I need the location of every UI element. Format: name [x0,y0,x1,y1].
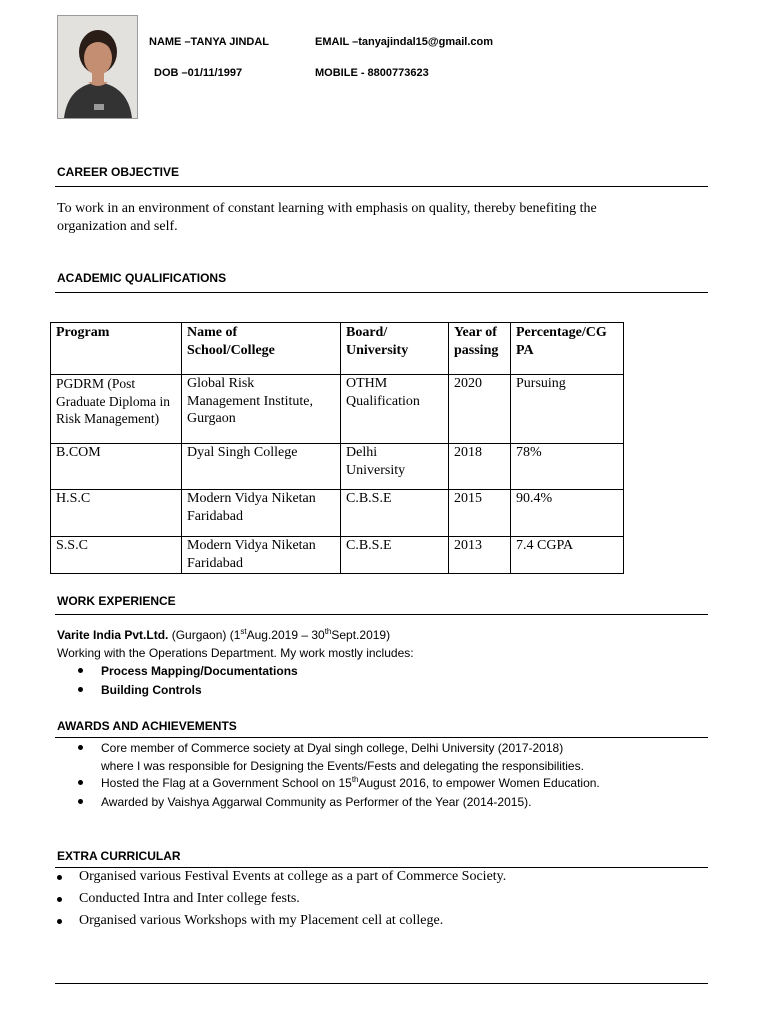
cell-percentage: 7.4 CGPA [511,537,624,574]
award-line: where I was responsible for Designing the Events/Fests and delegating the responsibilities. [101,759,584,773]
name-text: NAME –TANYA JINDAL [149,36,269,48]
award-text: Hosted the Flag at a Government School on 15 [101,776,352,790]
cell-school: Global Risk Management Institute, Gurgaon [182,375,341,444]
work-company-line [57,626,390,644]
career-objective-title: CAREER OBJECTIVE [57,165,180,179]
ordinal-suffix: th [324,627,332,636]
bullet-icon [78,687,83,692]
table-header-row [51,323,624,375]
bullet-icon [57,919,62,924]
cell-year: 2015 [449,490,511,537]
cell-program: PGDRM (Post Graduate Diploma in Risk Management) [51,375,182,444]
section-divider [55,737,708,738]
cell-percentage: 78% [511,444,624,490]
profile-photo [57,15,138,119]
work-item: Building Controls [101,683,202,697]
extra-item-text: Organised various Workshops with my Placement cell at college. [79,913,444,928]
cell-year: 2013 [449,537,511,574]
career-objective-line: organization and self. [57,219,178,234]
bullet-icon [78,745,83,750]
work-date-text: Sept.2019) [331,628,391,642]
work-location-text: (Gurgaon) (1 [168,628,241,642]
cell-board: C.B.S.E [341,537,449,574]
academic-title: ACADEMIC QUALIFICATIONS [57,271,227,285]
header-board: Board/ University [341,323,449,375]
extra-item-text: Conducted Intra and Inter college fests. [79,891,300,906]
cell-program: H.S.C [51,490,182,537]
award-text: August 2016, to empower Women Education. [358,776,600,790]
cell-percentage: Pursuing [511,375,624,444]
table-row [51,375,624,444]
cell-year: 2020 [449,375,511,444]
cell-program: S.S.C [51,537,182,574]
header-percentage: Percentage/CG PA [511,323,624,375]
award-item [101,774,600,792]
cell-school: Modern Vidya Niketan Faridabad [182,490,341,537]
cell-board: OTHM Qualification [341,375,449,444]
cell-school: Dyal Singh College [182,444,341,490]
header-year: Year of passing [449,323,511,375]
cell-board: Delhi University [341,444,449,490]
awards-title: AWARDS AND ACHIEVEMENTS [57,719,237,733]
bullet-icon [78,668,83,673]
extra-curricular-title: EXTRA CURRICULAR [57,849,181,863]
table-row [51,537,624,574]
cell-year: 2018 [449,444,511,490]
ordinal-suffix: st [240,627,247,636]
bullet-icon [57,897,62,902]
dob-text: DOB –01/11/1997 [154,67,243,79]
work-description: Working with the Operations Department. My work mostly includes: [57,646,414,660]
extra-item-text: Organised various Festival Events at college as a part of Commerce Society. [79,869,507,884]
cell-school: Modern Vidya Niketan Faridabad [182,537,341,574]
company-name: Varite India Pvt.Ltd. [57,628,169,642]
award-item: Awarded by Vaishya Aggarwal Community as Performer of the Year (2014-2015). [101,795,532,809]
award-item [101,739,584,775]
section-divider [55,614,708,615]
work-item: Process Mapping/Documentations [101,664,298,678]
email-text: EMAIL –tanyajindal15@gmail.com [315,36,494,48]
cell-program: B.COM [51,444,182,490]
footer-divider [55,983,708,984]
award-line: Core member of Commerce society at Dyal singh college, Delhi University (2017-2018) [101,741,564,755]
work-experience-title: WORK EXPERIENCE [57,594,176,608]
table-row [51,490,624,537]
bullet-icon [78,799,83,804]
cell-percentage: 90.4% [511,490,624,537]
header-program: Program [51,323,182,375]
work-date-text: Aug.2019 – 30 [246,628,325,642]
career-objective-line: To work in an environment of constant learning with emphasis on quality, thereby benefiting the [57,201,597,216]
bullet-icon [78,780,83,785]
section-divider [55,292,708,293]
career-objective-text [57,200,697,236]
ordinal-suffix: th [351,775,359,784]
table-row [51,444,624,490]
section-divider [55,186,708,187]
cell-board: C.B.S.E [341,490,449,537]
bullet-icon [57,875,62,880]
mobile-text: MOBILE - 8800773623 [315,67,429,79]
header-school: Name of School/College [182,323,341,375]
academic-table [50,322,624,574]
